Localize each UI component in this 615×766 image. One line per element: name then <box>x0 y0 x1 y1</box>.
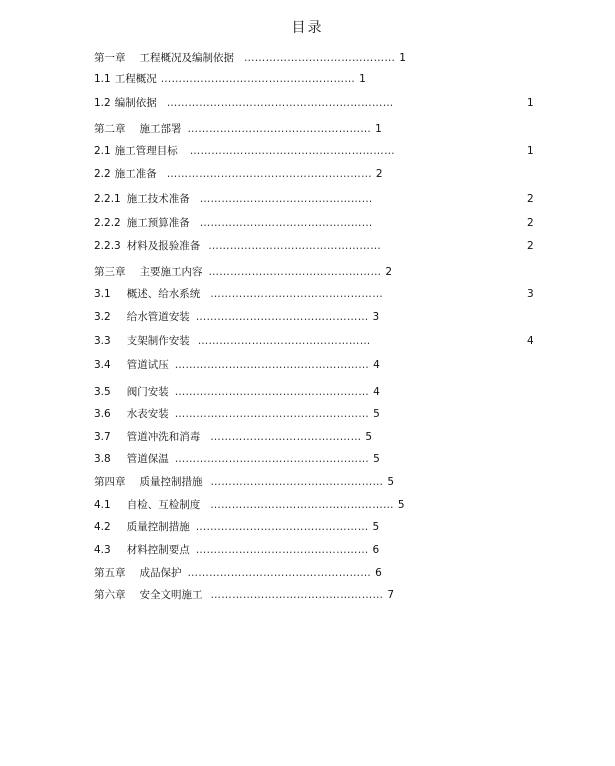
toc-entry-title: 施工管理目标 <box>114 145 178 157</box>
toc-leader: ………………………………………… <box>210 476 384 488</box>
toc-entry-3-1 <box>94 287 383 301</box>
toc-page-number: 7 <box>387 589 394 601</box>
toc-page-number: 5 <box>387 476 394 488</box>
toc-page-number: 5 <box>372 521 380 533</box>
toc-entry-3-6 <box>94 407 380 421</box>
toc-entry-chapter-5 <box>94 566 382 580</box>
toc-page-number: 2 <box>385 266 392 278</box>
toc-page-number: 6 <box>375 567 382 579</box>
toc-entry-number: 第四章 <box>94 476 126 488</box>
toc-leader: ………………………………………… <box>199 217 373 229</box>
toc-page-number: 1 <box>527 97 534 109</box>
toc-entry-3-5 <box>94 385 380 399</box>
toc-entry-4-1 <box>94 498 405 512</box>
toc-leader: ……………………………………………… <box>174 408 370 420</box>
toc-entry-title: 材料及报验准备 <box>126 240 201 252</box>
toc-leader: ………………………………………… <box>208 240 382 252</box>
toc-entry-number: 3.6 <box>94 408 111 420</box>
toc-leader: ………………………………………………… <box>166 168 372 180</box>
toc-entry-number: 2.2 <box>94 168 111 180</box>
toc-entry-2-1 <box>94 144 395 158</box>
toc-entry-chapter-3 <box>94 265 392 279</box>
toc-entry-chapter-6 <box>94 588 394 602</box>
toc-entry-number: 4.1 <box>94 499 111 511</box>
toc-entry-title: 工程概况 <box>114 73 157 85</box>
toc-leader: ………………………………………… <box>210 589 384 601</box>
toc-entry-title: 成品保护 <box>139 567 182 579</box>
toc-page-number: 2 <box>527 217 534 229</box>
toc-entry-title: 水表安装 <box>126 408 169 420</box>
toc-leader: …………………………………………… <box>210 499 394 511</box>
toc-leader: ……………………………………………… <box>160 73 356 85</box>
toc-leader: ……………………………………………… <box>174 359 370 371</box>
toc-entry-1-2 <box>94 96 394 110</box>
toc-entry-number: 第二章 <box>94 123 126 135</box>
toc-page-number: 5 <box>373 453 380 465</box>
toc-entry-title: 阀门安装 <box>126 386 169 398</box>
toc-page-number: 5 <box>373 408 380 420</box>
toc-entry-title: 质量控制措施 <box>139 476 203 488</box>
toc-entry-2-2-3 <box>94 239 381 253</box>
toc-leader: ………………………………………… <box>199 193 373 205</box>
toc-page-number: 4 <box>373 386 380 398</box>
toc-leader: ………………………………………… <box>195 544 369 556</box>
toc-entry-title: 施工预算准备 <box>126 217 190 229</box>
toc-leader: ………………………………………… <box>197 335 371 347</box>
toc-leader: ……………………………………………… <box>174 453 370 465</box>
toc-entry-number: 第一章 <box>94 52 126 64</box>
toc-entry-number: 4.2 <box>94 521 111 533</box>
toc-page-number: 3 <box>527 288 534 300</box>
toc-entry-chapter-1 <box>94 51 406 65</box>
toc-page-number: 2 <box>527 240 534 252</box>
toc-entry-2-2-1 <box>94 192 373 206</box>
toc-leader: ………………………………………… <box>208 266 382 278</box>
toc-entry-2-2 <box>94 167 383 181</box>
toc-leader: ……………………………………………………… <box>166 97 394 109</box>
toc-entry-number: 4.3 <box>94 544 111 556</box>
toc-entry-number: 2.2.1 <box>94 193 121 205</box>
toc-entry-title: 工程概况及编制依据 <box>139 52 234 64</box>
toc-entry-number: 3.3 <box>94 335 111 347</box>
toc-entry-number: 3.4 <box>94 359 111 371</box>
toc-entry-number: 第五章 <box>94 567 126 579</box>
toc-entry-title: 主要施工内容 <box>139 266 203 278</box>
toc-entry-title: 编制依据 <box>114 97 157 109</box>
toc-page-number: 4 <box>527 335 534 347</box>
toc-leader: ………………………………………………… <box>189 145 395 157</box>
toc-leader: ………………………………………… <box>195 521 369 533</box>
toc-entry-3-3 <box>94 334 371 348</box>
toc-leader: …………………………………… <box>210 431 362 443</box>
toc-page-number: 4 <box>373 359 380 371</box>
toc-leader: ……………………………………………… <box>174 386 370 398</box>
toc-entry-1-1 <box>94 72 366 86</box>
toc-leader: ………………………………………… <box>195 311 369 323</box>
toc-leader: …………………………………………… <box>187 123 372 135</box>
toc-entry-3-2 <box>94 310 379 324</box>
page-title: 目录 <box>291 20 324 36</box>
toc-entry-number: 3.5 <box>94 386 111 398</box>
toc-entry-number: 2.1 <box>94 145 111 157</box>
toc-entry-number: 3.7 <box>94 431 111 443</box>
toc-entry-title: 概述、给水系统 <box>126 288 201 300</box>
toc-entry-title: 管道试压 <box>126 359 169 371</box>
toc-page-number: 6 <box>372 544 380 556</box>
toc-entry-title: 安全文明施工 <box>139 589 203 601</box>
toc-entry-title: 支架制作安装 <box>126 335 190 347</box>
toc-entry-title: 质量控制措施 <box>126 521 190 533</box>
toc-entry-title: 施工部署 <box>139 123 182 135</box>
toc-entry-3-8 <box>94 452 380 466</box>
toc-entry-2-2-2 <box>94 216 373 230</box>
toc-entry-title: 施工准备 <box>114 168 157 180</box>
toc-leader: ………………………………………… <box>210 288 384 300</box>
toc-entry-title: 材料控制要点 <box>126 544 190 556</box>
toc-page-number: 1 <box>375 123 382 135</box>
toc-entry-number: 1.2 <box>94 97 111 109</box>
toc-page-number: 5 <box>397 499 405 511</box>
toc-page-number: 2 <box>527 193 534 205</box>
toc-entry-number: 3.1 <box>94 288 111 300</box>
toc-entry-4-2 <box>94 520 379 534</box>
toc-entry-title: 管道冲洗和消毒 <box>126 431 201 443</box>
toc-entry-title: 给水管道安装 <box>126 311 190 323</box>
toc-entry-title: 自检、互检制度 <box>126 499 201 511</box>
toc-entry-title: 施工技术准备 <box>126 193 190 205</box>
toc-leader: …………………………………… <box>244 52 396 64</box>
toc-entry-number: 3.8 <box>94 453 111 465</box>
toc-entry-3-7 <box>94 430 372 444</box>
toc-entry-3-4 <box>94 358 380 372</box>
toc-entry-number: 第六章 <box>94 589 126 601</box>
toc-entry-chapter-4 <box>94 475 394 489</box>
toc-entry-number: 第三章 <box>94 266 126 278</box>
toc-page-number: 2 <box>375 168 383 180</box>
toc-entry-number: 1.1 <box>94 73 111 85</box>
toc-page-number: 3 <box>372 311 380 323</box>
toc-entry-4-3 <box>94 543 379 557</box>
toc-page-number: 1 <box>399 52 406 64</box>
toc-entry-chapter-2 <box>94 122 382 136</box>
toc-entry-number: 3.2 <box>94 311 111 323</box>
toc-entry-number: 2.2.3 <box>94 240 121 252</box>
toc-page-number: 1 <box>359 73 366 85</box>
toc-page-number: 5 <box>365 431 373 443</box>
toc-page-number: 1 <box>527 145 534 157</box>
toc-entry-number: 2.2.2 <box>94 217 121 229</box>
toc-entry-title: 管道保温 <box>126 453 169 465</box>
toc-leader: …………………………………………… <box>187 567 372 579</box>
